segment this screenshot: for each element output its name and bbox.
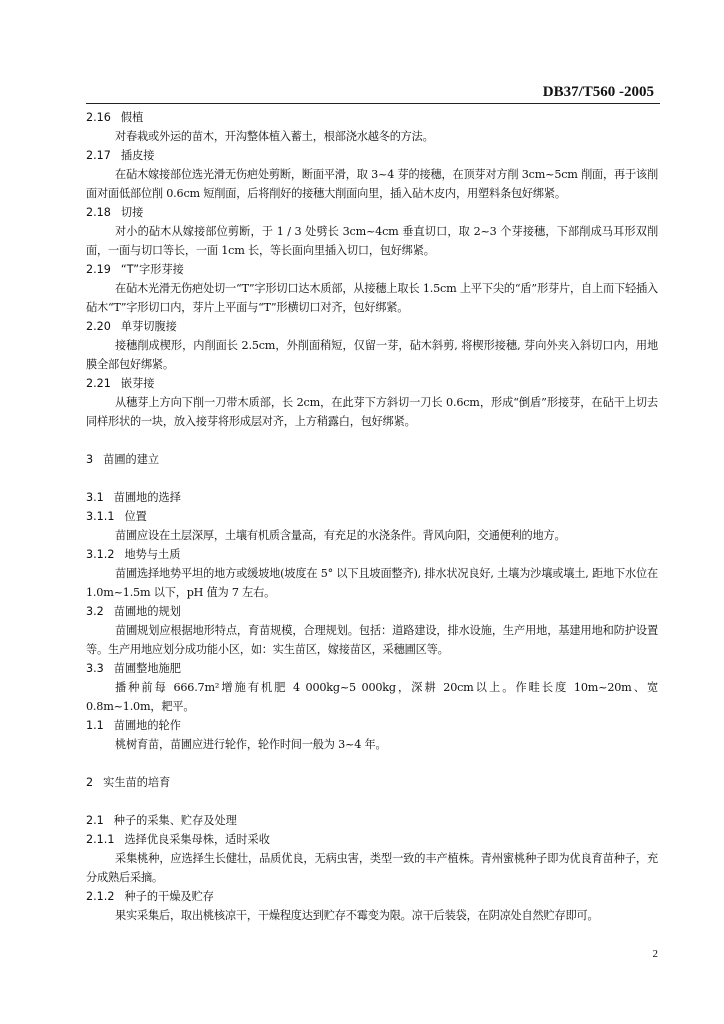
paragraph: 果实采集后，取出桃核凉干，干燥程度达到贮存不霉变为限。凉干后装袋，在阴凉处自然贮存即可。 xyxy=(115,909,599,922)
section-number: 2.1.2 xyxy=(86,890,115,903)
section-title: 苗圃地的轮作 xyxy=(113,719,181,732)
section-title: 插皮接 xyxy=(120,149,155,162)
section-number: 2.17 xyxy=(86,149,111,162)
section-title: 嵌芽接 xyxy=(120,377,155,390)
section-number: 2.1 xyxy=(86,814,104,827)
section-heading xyxy=(86,203,658,222)
section-number: 1.1 xyxy=(86,719,104,732)
section-title: 种子的采集、贮存及处理 xyxy=(113,814,237,827)
section-heading xyxy=(86,811,658,830)
section-title: 苗圃地的选择 xyxy=(113,491,181,504)
paragraph: 采集桃种，应选择生长健壮，品质优良，无病虫害，类型一致的丰产植株。青州蜜桃种子即为优良育苗种子，充分成熟后采摘。 xyxy=(86,852,658,884)
paragraph: 对小的砧木从嫁接部位剪断，于 1 / 3 处劈长 3cm~4cm 垂直切口，取 2~3 个芽接穗，下部削成马耳形双削面，一面与切口等长，一面 1cm 长，等长面向里插入切口，包好绑紧。 xyxy=(86,225,658,257)
section-number: 2.1.1 xyxy=(86,833,115,846)
standard-code: DB37/T560 -2005 xyxy=(542,84,654,100)
section-number: 2.18 xyxy=(86,206,111,219)
section-number: 3.1.2 xyxy=(86,548,115,561)
paragraph: 播种前每 666.7m²增施有机肥 4 000kg~5 000kg，深耕 20cm以上。作畦长度 10m~20m、宽 0.8m~1.0m，耙平。 xyxy=(86,681,658,713)
paragraph: 苗圃规划应根据地形特点，育苗规模，合理规划。包括：道路建设，排水设施，生产用地，基建用地和防护设置等。生产用地应划分成功能小区，如：实生苗区，嫁接苗区，采穗圃区等。 xyxy=(86,624,658,656)
section-title: 种子的干燥及贮存 xyxy=(124,890,214,903)
section-number: 2.21 xyxy=(86,377,111,390)
section-heading xyxy=(86,450,658,469)
document-body xyxy=(86,108,658,925)
section-gap xyxy=(86,792,658,811)
section-gap xyxy=(86,754,658,773)
section-title: 实生苗的培育 xyxy=(103,776,171,789)
section-title: 苗圃地的规划 xyxy=(113,605,181,618)
paragraph: 在砧木光滑无伤疤处切一“T”字形切口达木质部，从接穗上取长 1.5cm 上平下尖的“盾”形芽片，自上而下轻插入砧木“T”字形切口内，芽片上平面与“T”形横切口对齐，包好绑紧。 xyxy=(86,282,658,314)
section-heading xyxy=(86,507,658,526)
section-title: 地势与土质 xyxy=(124,548,181,561)
section-heading xyxy=(86,146,658,165)
paragraph: 苗圃选择地势平坦的地方或缓坡地(坡度在 5° 以下且坡面整齐), 排水状况良好, 土壤为沙壤或壤土, 距地下水位在 1.0m~1.5m 以下，pH 值为 7 左右。 xyxy=(86,567,658,599)
section-number: 3.3 xyxy=(86,662,104,675)
paragraph: 桃树育苗，苗圃应进行轮作，轮作时间一般为 3~4 年。 xyxy=(115,738,387,751)
section-heading xyxy=(86,887,658,906)
section-heading xyxy=(86,773,658,792)
section-heading xyxy=(86,108,658,127)
section-title: 单芽切腹接 xyxy=(120,320,177,333)
section-heading xyxy=(86,545,658,564)
section-heading xyxy=(86,317,658,336)
paragraph: 对春栽或外运的苗木，开沟整体植入蓄土，根部浇水越冬的方法。 xyxy=(115,130,434,143)
paragraph: 苗圃应设在土层深厚，土壤有机质含量高，有充足的水浇条件。背风向阳，交通便利的地方。 xyxy=(115,529,566,542)
section-number: 3.1 xyxy=(86,491,104,504)
section-number: 3.1.1 xyxy=(86,510,115,523)
paragraph: 在砧木嫁接部位选光滑无伤疤处剪断，断面平滑，取 3~4 芽的接穗，在顶芽对方削 3cm~5cm 削面，再于该削面对面低部位削 0.6cm 短削面，后将削好的接穗大削面向里，插入砧木皮内，用塑料条包好绑紧。 xyxy=(86,168,658,200)
section-gap xyxy=(86,469,658,488)
section-heading xyxy=(86,602,658,621)
section-number: 2.20 xyxy=(86,320,111,333)
section-title: 假植 xyxy=(120,111,144,124)
section-title: 位置 xyxy=(124,510,147,523)
section-heading xyxy=(86,488,658,507)
section-number: 3.2 xyxy=(86,605,104,618)
section-number: 2.19 xyxy=(86,263,111,276)
header-rule xyxy=(86,103,660,104)
section-number: 2.16 xyxy=(86,111,111,124)
section-number: 2 xyxy=(86,776,94,789)
section-heading xyxy=(86,830,658,849)
section-number: 3 xyxy=(86,453,94,466)
paragraph: 接穗削成楔形，内削面长 2.5cm，外削面稍短，仅留一芽，砧木斜剪, 将楔形接穗, 芽向外夹入斜切口内，用地膜全部包好绑紧。 xyxy=(86,339,658,371)
paragraph: 从穗芽上方向下削一刀带木质部，长 2cm，在此芽下方斜切一刀长 0.6cm，形成“倒盾”形接芽，在砧干上切去同样形状的一块，放入接芽将形成层对齐，上方稍露白，包好绑紧。 xyxy=(86,396,658,428)
section-heading xyxy=(86,260,658,279)
section-title: “T”字形芽接 xyxy=(120,263,184,276)
section-heading xyxy=(86,716,658,735)
section-title: 苗圃整地施肥 xyxy=(113,662,181,675)
section-title: 苗圃的建立 xyxy=(103,453,160,466)
section-heading xyxy=(86,659,658,678)
section-title: 选择优良采集母株，适时采收 xyxy=(124,833,270,846)
section-title: 切接 xyxy=(120,206,144,219)
page-number: 2 xyxy=(652,948,658,960)
section-gap xyxy=(86,431,658,450)
section-heading xyxy=(86,374,658,393)
